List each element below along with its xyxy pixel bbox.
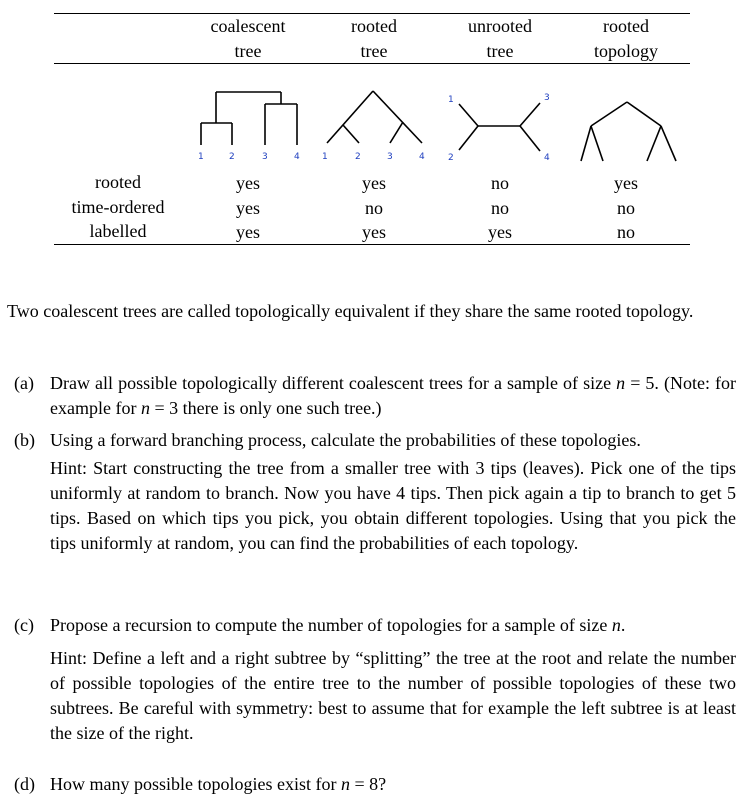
exercise-item-d xyxy=(14,772,736,797)
coalescent-tree-diagram xyxy=(201,92,297,145)
coalescent-tip-2: 2 xyxy=(229,152,235,162)
item-text-part: = 5. (Note: for example for xyxy=(50,373,737,418)
math-n: n xyxy=(611,615,621,635)
item-text xyxy=(50,613,736,638)
item-text-part: Draw all possible topologically different coalescent trees for a sample of size xyxy=(50,373,617,393)
unrooted-tip-1: 1 xyxy=(448,95,454,105)
header-line2: topology xyxy=(593,41,658,61)
header-line1: coalescent xyxy=(210,16,286,36)
exercise-item-c xyxy=(14,613,736,746)
tree-illustrations xyxy=(0,78,752,170)
item-text-part: = 3 there is only one such tree.) xyxy=(149,398,382,418)
cell-rooted-coalescent: yes xyxy=(236,173,260,193)
math-n: n xyxy=(616,373,626,393)
coalescent-tip-4: 4 xyxy=(294,152,300,162)
exercise-item-b xyxy=(14,428,736,556)
item-text xyxy=(50,371,736,421)
header-line1: unrooted xyxy=(468,16,532,36)
header-unrooted-tree xyxy=(440,14,560,64)
item-text: Using a forward branching process, calculate the probabilities of these topologies. xyxy=(50,430,641,450)
cell-labelled-coalescent: yes xyxy=(236,222,260,242)
item-label: (d) xyxy=(14,774,35,794)
math-n: n xyxy=(140,398,150,418)
header-line1: rooted xyxy=(603,16,649,36)
cell-labelled-unrooted: yes xyxy=(488,222,512,242)
cell-timeordered-unrooted: no xyxy=(491,198,509,218)
rooted-tree-diagram xyxy=(327,91,422,143)
exercise-item-a xyxy=(14,371,736,421)
item-label: (a) xyxy=(14,373,34,393)
header-line2: tree xyxy=(360,41,388,61)
item-text-part: Propose a recursion to compute the number of topologies for a sample of size xyxy=(50,615,612,635)
item-text-part: How many possible topologies exist for xyxy=(50,774,341,794)
unrooted-tree-diagram xyxy=(459,103,540,151)
unrooted-tip-2: 2 xyxy=(448,153,454,163)
row-label-labelled: labelled xyxy=(89,221,147,241)
header-line1: rooted xyxy=(351,16,397,36)
cell-rooted-topology: yes xyxy=(614,173,638,193)
item-label: (b) xyxy=(14,430,35,450)
coalescent-tip-3: 3 xyxy=(262,152,268,162)
header-coalescent-tree xyxy=(188,14,308,64)
unrooted-tip-4: 4 xyxy=(544,153,550,163)
unrooted-tip-3: 3 xyxy=(544,93,550,103)
intro-paragraph: Two coalescent trees are called topologically equivalent if they share the same rooted topology. xyxy=(7,301,694,321)
item-hint: Hint: Define a left and a right subtree by “splitting” the tree at the root and relate the number of possible topologies of the entire tree to the number of possible topologies of these two subtrees. Be careful with symmetry: best to assume that for example the left subtree is at least the size of the right. xyxy=(50,648,736,743)
rooted-tip-3: 3 xyxy=(387,152,393,162)
cell-labelled-topology: no xyxy=(617,222,635,242)
row-label-time-ordered: time-ordered xyxy=(71,197,165,217)
rooted-tip-1: 1 xyxy=(322,152,328,162)
cell-rooted-rootedtree: yes xyxy=(362,173,386,193)
rooted-tip-4: 4 xyxy=(419,152,425,162)
rooted-tip-2: 2 xyxy=(355,152,361,162)
math-n: n xyxy=(340,774,350,794)
header-rooted-tree xyxy=(314,14,434,64)
item-text-part: = 8? xyxy=(349,774,387,794)
item-text-part: . xyxy=(620,615,626,635)
item-text xyxy=(50,772,736,797)
coalescent-tip-1: 1 xyxy=(198,152,204,162)
header-line2: tree xyxy=(234,41,262,61)
cell-rooted-unrooted: no xyxy=(491,173,509,193)
cell-timeordered-coalescent: yes xyxy=(236,198,260,218)
header-rooted-topology xyxy=(566,14,686,64)
item-label: (c) xyxy=(14,615,34,635)
cell-timeordered-topology: no xyxy=(617,198,635,218)
cell-labelled-rootedtree: yes xyxy=(362,222,386,242)
item-hint: Hint: Start constructing the tree from a smaller tree with 3 tips (leaves). Pick one of the tips uniformly at random to branch. Now you have 4 tips. Then pick again a tip to branch to get 5 tips. Based on which tips you pick, you obtain different topologies. Using that you pick the tips uniformly at random, you can find the probabilities of each topology. xyxy=(50,458,736,553)
cell-timeordered-rootedtree: no xyxy=(365,198,383,218)
header-line2: tree xyxy=(486,41,514,61)
row-label-rooted: rooted xyxy=(95,172,141,192)
rooted-topology-diagram xyxy=(581,102,676,161)
